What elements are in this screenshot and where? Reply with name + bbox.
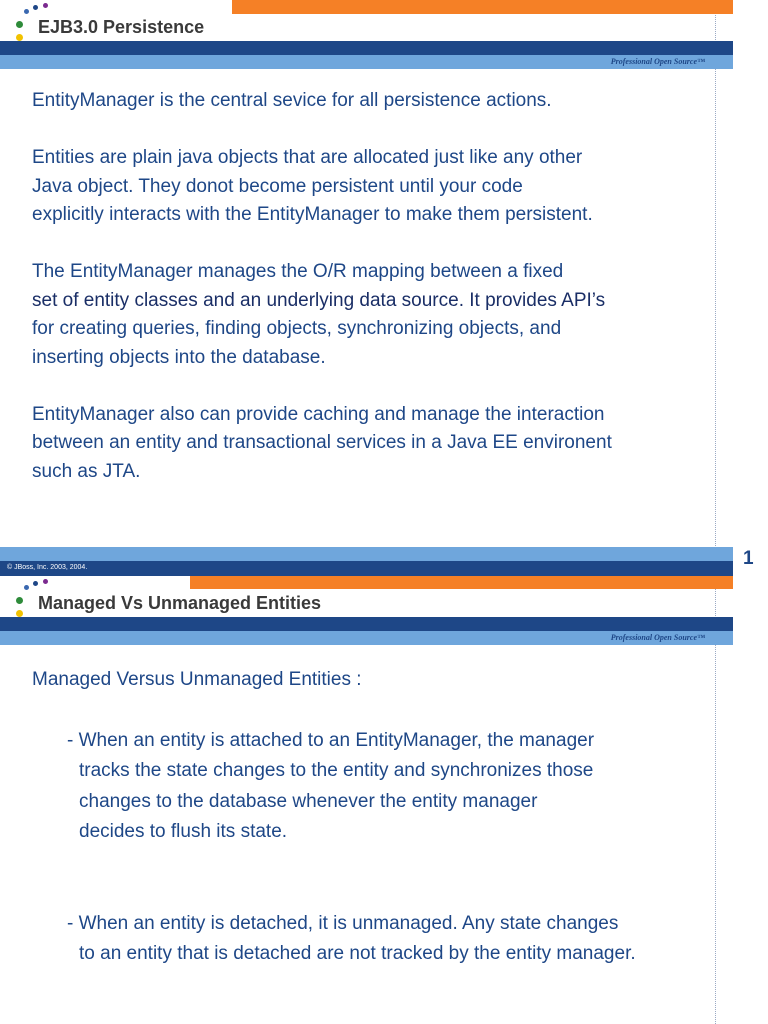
body-line: EntityManager is the central sevice for all persistence actions. bbox=[32, 90, 552, 111]
body-line: explicitly interacts with the EntityManager to make them persistent. bbox=[32, 204, 593, 225]
slide-2 bbox=[0, 576, 733, 1024]
header-navy-bar bbox=[0, 41, 733, 55]
tagline: Professional Open Source™ bbox=[610, 57, 705, 66]
footer-light-bar bbox=[0, 547, 733, 561]
body-line: between an entity and transactional services in a Java EE environent bbox=[32, 432, 612, 453]
footer-navy-bar bbox=[0, 561, 733, 576]
body-line: The EntityManager manages the O/R mapping between a fixed bbox=[32, 261, 564, 282]
slide-title: Managed Vs Unmanaged Entities bbox=[38, 593, 322, 613]
body-line: Java object. They donot become persistent until your code bbox=[32, 175, 523, 197]
slide-body bbox=[32, 87, 722, 486]
page-number: 1 bbox=[743, 548, 754, 569]
tagline: Professional Open Source™ bbox=[610, 633, 705, 642]
body-line: Entities are plain java objects that are allocated just like any other bbox=[32, 147, 583, 168]
body-line: such as JTA. bbox=[32, 460, 141, 482]
bullet-line: tracks the state changes to the entity and synchronizes those bbox=[79, 760, 594, 781]
bullet-line: - When an entity is detached, it is unmanaged. Any state changes bbox=[67, 912, 619, 934]
body-line: for creating queries, finding objects, synchronizing objects, and bbox=[32, 318, 562, 339]
bullet-line: changes to the database whenever the entity manager bbox=[79, 790, 538, 812]
header-navy-bar bbox=[0, 617, 733, 631]
bullet-line: to an entity that is detached are not tracked by the entity manager. bbox=[79, 943, 636, 964]
body-line: set of entity classes and an underlying data source. It provides API’s bbox=[32, 289, 606, 311]
slide-title: EJB3.0 Persistence bbox=[38, 17, 205, 37]
header-orange-bar bbox=[232, 0, 733, 14]
bullet-line: - When an entity is attached to an EntityManager, the manager bbox=[67, 729, 595, 751]
bullet-line: decides to flush its state. bbox=[79, 821, 288, 842]
slide-body bbox=[32, 665, 722, 970]
body-heading: Managed Versus Unmanaged Entities : bbox=[32, 669, 362, 690]
copyright: © JBoss, Inc. 2003, 2004. bbox=[7, 564, 88, 571]
body-line: EntityManager also can provide caching and manage the interaction bbox=[32, 403, 605, 425]
header-orange-bar bbox=[190, 576, 733, 589]
body-line: inserting objects into the database. bbox=[32, 346, 326, 368]
